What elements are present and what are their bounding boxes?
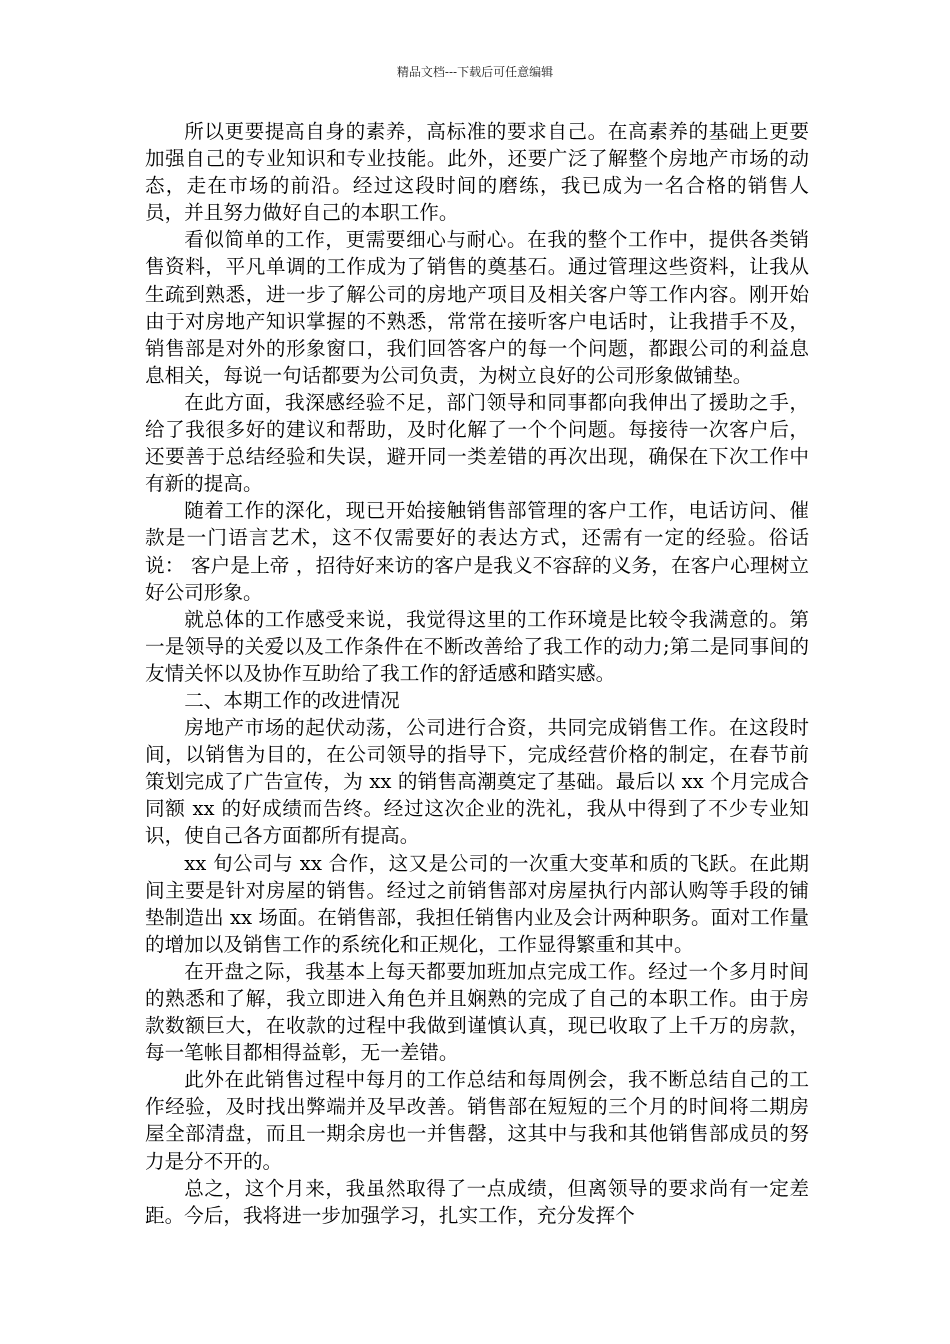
paragraph-8: 在开盘之际，我基本上每天都要加班加点完成工作。经过一个多月时间的熟悉和了解，我立即进入角色并且娴熟的完成了自己的本职工作。由于房款数额巨大，在收款的过程中我做到谨慎认真，现已收取了上千万的房款，每一笔帐目都相得益彰，无一差错。 bbox=[145, 959, 809, 1065]
section-heading: 二、本期工作的改进情况 bbox=[184, 688, 400, 712]
paragraph-1: 所以更要提高自身的素养，高标准的要求自己。在高素养的基础上更要加强自己的专业知识和专业技能。此外，还要广泛了解整个房地产市场的动态，走在市场的前沿。经过这段时间的磨练，我已成为一名合格的销售人员，并且努力做好自己的本职工作。 bbox=[145, 120, 809, 225]
paragraph-2: 看似简单的工作，更需要细心与耐心。在我的整个工作中，提供各类销售资料，平凡单调的工作成为了销售的奠基石。通过管理这些资料，让我从生疏到熟悉，进一步了解公司的房地产项目及相关客户等工作内容。刚开始由于对房地产知识掌握的不熟悉，常常在接听客户电话时，让我措手不及，销售部是对外的形象窗口，我们回答客户的每一个问题，都跟公司的利益息息相关，每说一句话都要为公司负责，为树立良好的公司形象做铺垫。 bbox=[145, 228, 809, 387]
page-header: 精品文档---下载后可任意编辑 bbox=[396, 65, 554, 79]
paragraph-10: 总之，这个月来，我虽然取得了一点成绩，但离领导的要求尚有一定差距。今后，我将进一步加强学习，扎实工作，充分发挥个 bbox=[145, 1176, 809, 1227]
paragraph-7: xx 旬公司与 xx 合作，这又是公司的一次重大变革和质的飞跃。在此期间主要是针对房屋的销售。经过之前销售部对房屋执行内部认购等手段的铺垫制造出 xx 场面。在销售部，我担任销售内业及会计两种职务。面对工作量的增加以及销售工作的系统化和正规化，工作显得繁重和其中。 bbox=[145, 851, 809, 956]
paragraph-9: 此外在此销售过程中每月的工作总结和每周例会，我不断总结自己的工作经验，及时找出弊端并及早改善。销售部在短短的三个月的时间将二期房屋全部清盘，而且一期余房也一并售罄，这其中与我和其他销售部成员的努力是分不开的。 bbox=[145, 1068, 809, 1173]
paragraph-6: 房地产市场的起伏动荡，公司进行合资，共同完成销售工作。在这段时间，以销售为目的，在公司领导的指导下，完成经营价格的制定，在春节前策划完成了广告宣传，为 xx 的销售高潮奠定了基础。最后以 xx 个月完成合同额 xx 的好成绩而告终。经过这次企业的洗礼，我从中得到了不少专业知识，使自己各方面都所有提高。 bbox=[145, 716, 809, 848]
paragraph-5: 就总体的工作感受来说，我觉得这里的工作环境是比较令我满意的。第一是领导的关爱以及工作条件在不断改善给了我工作的动力;第二是同事间的友情关怀以及协作互助给了我工作的舒适感和踏实感。 bbox=[145, 607, 809, 685]
paragraph-4: 随着工作的深化，现已开始接触销售部管理的客户工作，电话访问、催款是一门语言艺术，这不仅需要好的表达方式，还需有一定的经验。俗话说： 客户是上帝 ，招待好来访的客户是我义不容辞的义务，在客户心理树立好公司形象。 bbox=[145, 499, 809, 604]
paragraph-3: 在此方面，我深感经验不足，部门领导和同事都向我伸出了援助之手，给了我很多好的建议和帮助，及时化解了一个个问题。每接待一次客户后，还要善于总结经验和失误，避开同一类差错的再次出现，确保在下次工作中有新的提高。 bbox=[145, 390, 809, 496]
document-body bbox=[145, 118, 809, 1229]
